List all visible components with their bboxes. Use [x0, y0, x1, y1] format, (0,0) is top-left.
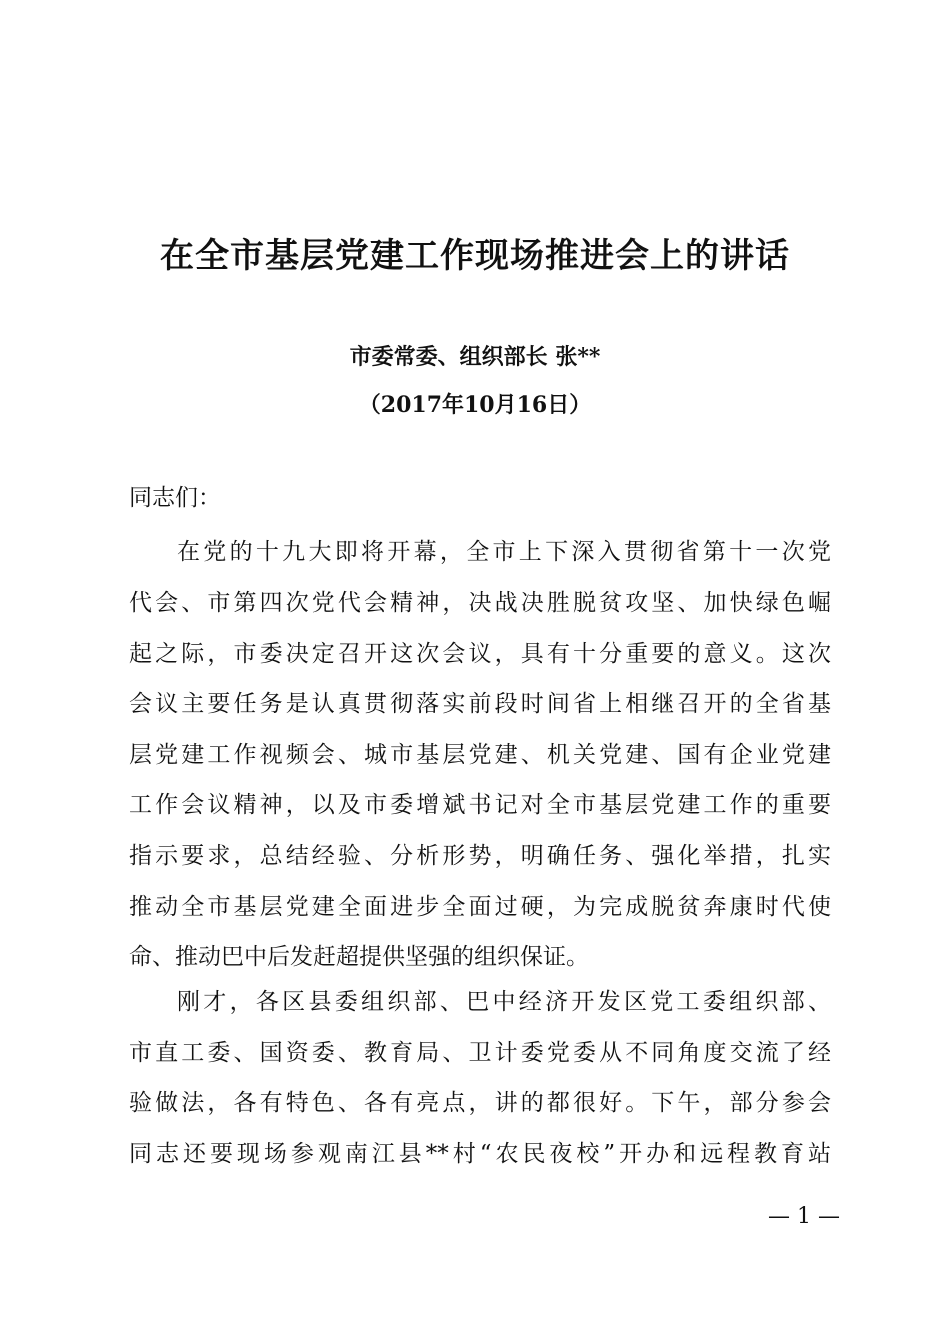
paragraph-1-line: 起之际，市委决定召开这次会议，具有十分重要的意义。这次 [129, 641, 831, 667]
paragraph-2-line: 验做法，各有特色、各有亮点，讲的都很好。下午，部分参会 [129, 1090, 831, 1116]
page-number: — 1 — [768, 1204, 840, 1229]
paragraph-2-line: 市直工委、国资委、教育局、卫计委党委从不同角度交流了经 [129, 1040, 831, 1066]
paragraph-1-line: 推动全市基层党建全面进步全面过硬，为完成脱贫奔康时代使 [129, 894, 831, 920]
paragraph-1-line: 会议主要任务是认真贯彻落实前段时间省上相继召开的全省基 [129, 691, 831, 717]
paragraph-1-line: 在党的十九大即将开幕，全市上下深入贯彻省第十一次党 [177, 539, 831, 565]
paragraph-2-line: 同志还要现场参观南江县**村“农民夜校”开办和远程教育站 [129, 1141, 831, 1167]
author-line: 市委常委、组织部长 张** [349, 344, 601, 370]
document-title: 在全市基层党建工作现场推进会上的讲话 [160, 236, 790, 276]
paragraph-1-line: 命、推动巴中后发赶超提供坚强的组织保证。 [129, 944, 589, 970]
speech-date: （2017年10月16日） [358, 392, 592, 418]
salutation: 同志们： [129, 485, 221, 511]
paragraph-2-line: 刚才，各区县委组织部、巴中经济开发区党工委组织部、 [177, 989, 831, 1015]
paragraph-1-line: 层党建工作视频会、城市基层党建、机关党建、国有企业党建 [129, 742, 831, 768]
paragraph-1-line: 工作会议精神，以及市委增斌书记对全市基层党建工作的重要 [129, 792, 831, 818]
paragraph-1-line: 指示要求，总结经验、分析形势，明确任务、强化举措，扎实 [129, 843, 831, 869]
paragraph-1-line: 代会、市第四次党代会精神，决战决胜脱贫攻坚、加快绿色崛 [129, 590, 831, 616]
